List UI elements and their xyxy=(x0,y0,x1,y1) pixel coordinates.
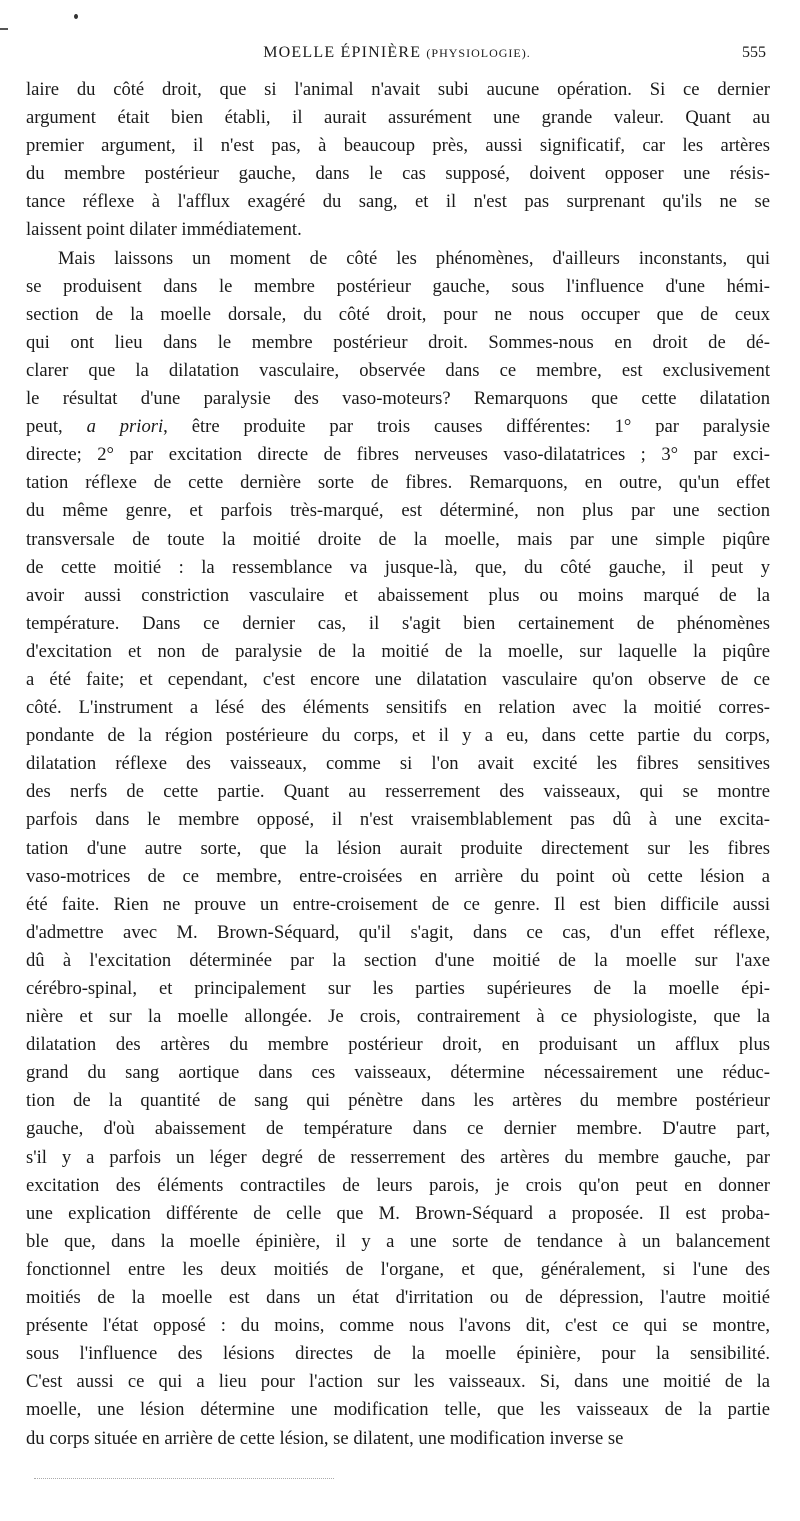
text-line: tion de la quantité de sang qui pénètre dans les artères du membre postérieur xyxy=(26,1090,770,1112)
paragraph xyxy=(26,245,770,1453)
text-line: a été faite; et cependant, c'est encore une dilatation vasculaire qu'on observe de ce xyxy=(26,668,770,690)
text-line: premier argument, il n'est pas, à beaucoup près, aussi significatif, car les artères xyxy=(26,135,770,157)
text-line: nière et sur la moelle allongée. Je crois, contrairement à ce physiologiste, que la xyxy=(26,1006,770,1028)
text-line: grand du sang aortique dans ces vaisseaux, détermine nécessairement une réduc- xyxy=(26,1062,770,1084)
text-line: d'excitation et non de paralysie de la moitié de la moelle, sur laquelle la piqûre xyxy=(26,640,770,662)
text-line: d'admettre avec M. Brown-Séquard, qu'il s'agit, dans ce cas, d'un effet réflexe, xyxy=(26,921,770,943)
text-line: transversale de toute la moitié droite de la moelle, mais par une simple piqûre xyxy=(26,528,770,550)
text-line: directe; 2° par excitation directe de fibres nerveuses vaso-dilatatrices ; 3° par exci- xyxy=(26,444,770,466)
text-line: moitiés de la moelle est dans un état d'irritation ou de dépression, l'autre moitié xyxy=(26,1287,770,1309)
text-line: du corps située en arrière de cette lésion, se dilatent, une modification inverse se xyxy=(26,1427,624,1449)
text-line: cérébro-spinal, et principalement sur les parties supérieures de la moelle épi- xyxy=(26,978,770,999)
text-line: tation réflexe de cette dernière sorte de fibres. Remarquons, en outre, qu'un effet xyxy=(26,472,770,494)
text-line: température. Dans ce dernier cas, il s'agit bien certainement de phénomènes xyxy=(26,612,770,634)
running-title xyxy=(28,44,766,62)
text-line: côté. L'instrument a lésé des éléments sensitifs en relation avec la moitié corres- xyxy=(26,697,770,719)
text-line: moelle, une lésion détermine une modification telle, que les vaisseaux de la partie xyxy=(26,1399,770,1421)
corner-mark xyxy=(0,28,8,30)
text-line: de cette moitié : la ressemblance va jusque-là, que, du côté gauche, il peut y xyxy=(26,556,770,578)
text-line: dilatation réflexe des vaisseaux, comme si l'on avait excité les fibres sensitives xyxy=(26,753,770,775)
text-line: fonctionnel entre les deux moitiés de l'organe, et que, généralement, si l'une des xyxy=(26,1258,770,1280)
ink-dot xyxy=(74,14,78,19)
text-line: pondante de la région postérieure du corps, et il y a eu, dans cette partie du corps, xyxy=(26,725,770,747)
text-line: tation d'une autre sorte, que la lésion aurait produite directement sur les fibres xyxy=(26,837,770,859)
page-number: 555 xyxy=(742,44,766,61)
text-line: Mais laissons un moment de côté les phénomènes, d'ailleurs inconstants, qui xyxy=(58,247,770,269)
text-line: des nerfs de cette partie. Quant au resserrement des vaisseaux, qui se montre xyxy=(26,781,770,803)
text-line: dû à l'excitation déterminée par la section d'une moitié de la moelle sur l'axe xyxy=(26,949,770,971)
text-line: été faite. Rien ne prouve un entre-croisement de ce genre. Il est bien difficile aussi xyxy=(26,893,770,915)
text-line: C'est aussi ce qui a lieu pour l'action sur les vaisseaux. Si, dans une moitié de la xyxy=(26,1371,770,1393)
text-line: clarer que la dilatation vasculaire, observée dans ce membre, est exclusivement xyxy=(26,359,770,381)
footer-rule xyxy=(34,1478,334,1479)
paragraph xyxy=(26,76,770,245)
text-line: une explication différente de celle que M. Brown-Séquard a proposée. Il est proba- xyxy=(26,1202,770,1224)
text-line: se produisent dans le membre postérieur gauche, sous l'influence d'une hémi- xyxy=(26,275,770,297)
header-title: MOELLE ÉPINIÈRE xyxy=(263,44,422,61)
text-line: argument était bien établi, il aurait assurément une grande valeur. Quant au xyxy=(26,107,770,129)
text-line: parfois dans le membre opposé, il n'est vraisemblablement pas dû à une excita- xyxy=(26,809,770,831)
text-line: qui ont lieu dans le membre postérieur droit. Sommes-nous en droit de dé- xyxy=(26,331,770,353)
text-line: laire du côté droit, que si l'animal n'avait subi aucune opération. Si ce dernier xyxy=(26,79,770,100)
text-line: laissent point dilater immédiatement. xyxy=(26,219,302,241)
text-line: ble que, dans la moelle épinière, il y a une sorte de tendance à un balancement xyxy=(26,1230,770,1252)
header-subtitle: (PHYSIOLOGIE). xyxy=(426,46,531,60)
text-line: section de la moelle dorsale, du côté droit, pour ne nous occuper que de ceux xyxy=(26,303,770,325)
body-text xyxy=(26,76,770,1453)
running-header xyxy=(28,44,766,68)
text-line: avoir aussi constriction vasculaire et abaissement plus ou moins marqué de la xyxy=(26,584,770,606)
text-line: présente l'état opposé : du moins, comme nous l'avons dit, c'est ce qui se montre, xyxy=(26,1315,770,1337)
text-line: du membre postérieur gauche, dans le cas supposé, doivent opposer une résis- xyxy=(26,163,770,185)
text-line: tance réflexe à l'afflux exagéré du sang, et il n'est pas surprenant qu'ils ne se xyxy=(26,191,770,213)
text-line: le résultat d'une paralysie des vaso-moteurs? Remarquons que cette dilatation xyxy=(26,388,770,410)
text-line: peut, a priori, être produite par trois causes différentes: 1° par paralysie xyxy=(26,416,770,438)
text-line: gauche, d'où abaissement de température dans ce dernier membre. D'autre part, xyxy=(26,1118,770,1140)
text-line: excitation des éléments contractiles de leurs parois, je crois qu'on peut en donner xyxy=(26,1174,770,1196)
text-line: sous l'influence des lésions directes de la moelle épinière, pour la sensibilité. xyxy=(26,1343,770,1365)
text-line: du même genre, et parfois très-marqué, est déterminé, non plus par une section xyxy=(26,500,770,522)
text-line: dilatation des artères du membre postérieur droit, en produisant un afflux plus xyxy=(26,1034,770,1056)
text-line: vaso-motrices de ce membre, entre-croisées en arrière du point où cette lésion a xyxy=(26,865,770,887)
text-line: s'il y a parfois un léger degré de resserrement des artères du membre gauche, par xyxy=(26,1146,770,1168)
